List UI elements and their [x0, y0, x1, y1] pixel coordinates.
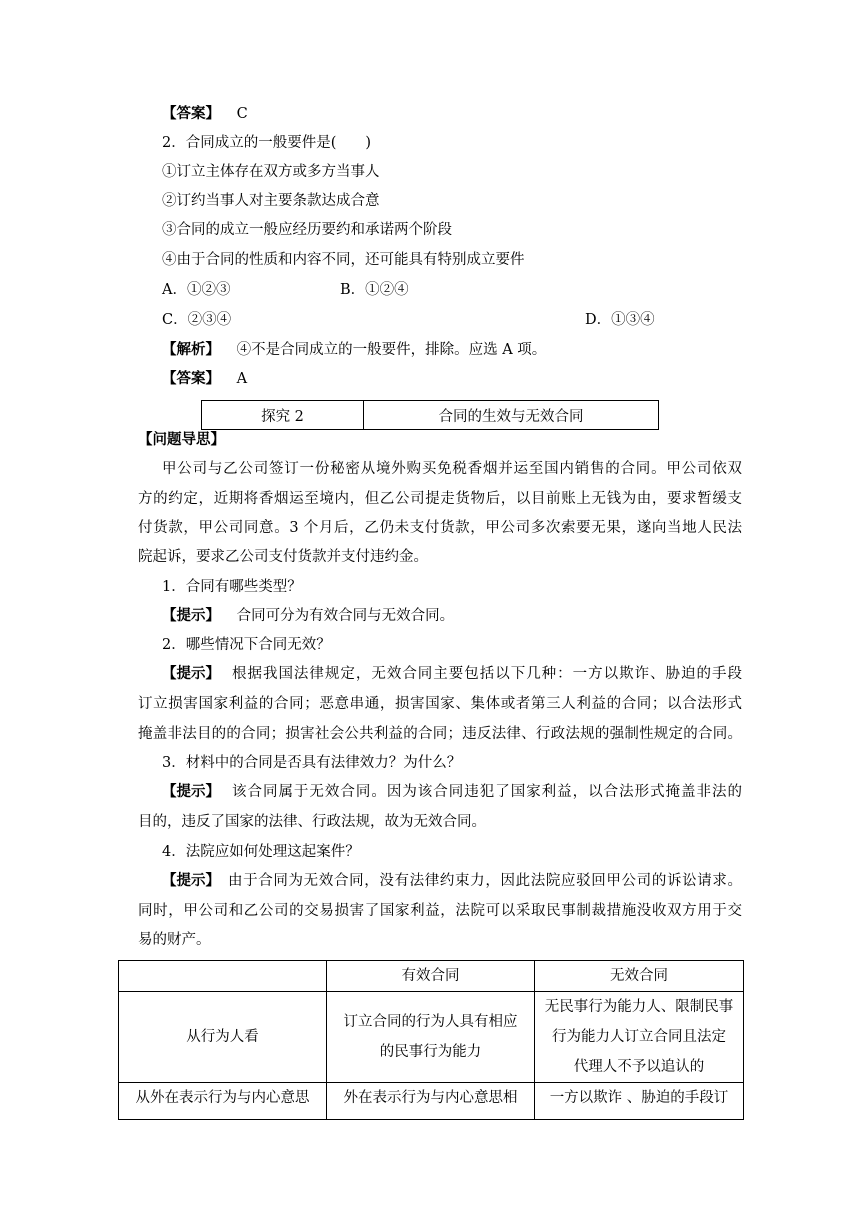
hint-label: 【提示】 — [162, 607, 220, 624]
table-row — [119, 1083, 744, 1120]
option-2: ②订约当事人对主要条款达成合意 — [162, 193, 380, 209]
analysis-label: 【解析】 — [162, 341, 220, 358]
table-header-cell: 无效合同 — [535, 961, 744, 992]
answer-value: C — [236, 106, 248, 122]
comparison-table — [118, 960, 744, 1120]
sub-question-2: 2．哪些情况下合同无效？ — [162, 637, 331, 653]
answer-line-2 — [162, 369, 247, 389]
guide-heading: 【问题导思】 — [138, 431, 225, 448]
choice-b: B．①②④ — [340, 282, 409, 298]
case-line: 院起诉，要求乙公司支付货款并支付违约金。 — [138, 549, 428, 565]
hint-text: 易的财产。 — [138, 932, 211, 948]
hint-text: 同时，甲公司和乙公司的交易损害了国家利益，法院可以采取民事制裁措施没收双方用于交 — [138, 903, 742, 919]
cell-line: 一方以欺诈 、胁迫的手段订 — [549, 1090, 729, 1106]
explore-table — [201, 400, 659, 430]
hint-text: 订立损害国家利益的合同；恶意串通，损害国家、集体或者第三人利益的合同；以合法形式 — [138, 696, 742, 712]
choice-d: D．①③④ — [585, 312, 655, 328]
cell-line: 无民事行为能力人、限制民事 — [544, 999, 734, 1015]
answer-label: 【答案】 — [162, 105, 220, 122]
option-1: ①订立主体存在双方或多方当事人 — [162, 164, 380, 180]
table-header-row — [119, 961, 744, 992]
cell-line: 的民事行为能力 — [379, 1044, 482, 1060]
cell-line: 外在表示行为与内心意思相 — [343, 1090, 518, 1106]
table-cell-valid — [327, 1083, 535, 1120]
question-2: 2．合同成立的一般要件是( ) — [162, 135, 372, 151]
hint-label: 【提示】 — [162, 665, 220, 682]
explore-title: 合同的生效与无效合同 — [438, 408, 584, 425]
choice-c: C．②③④ — [162, 312, 232, 328]
hint-text: 目的，违反了国家的法律、行政法规，故为无效合同。 — [138, 814, 486, 830]
case-line: 方的约定，近期将香烟运至境内，但乙公司提走货物后，以目前账上无钱为由，要求暂缓支 — [138, 491, 742, 507]
hint-text: 该合同属于无效合同。因为该合同违犯了国家利益，以合法形式掩盖非法的 — [232, 784, 742, 800]
cell-line: 行为能力人订立合同且法定 — [552, 1029, 726, 1045]
table-header-cell — [119, 961, 327, 992]
answer-value: A — [236, 371, 248, 387]
table-cell-valid — [327, 992, 535, 1083]
answer-label: 【答案】 — [162, 370, 220, 387]
cell-line: 订立合同的行为人具有相应 — [343, 1014, 518, 1030]
table-header-cell: 有效合同 — [327, 961, 535, 992]
hint-label: 【提示】 — [162, 783, 220, 800]
hint-text: 掩盖非法目的的合同；损害社会公共利益的合同；违反法律、行政法规的强制性规定的合同。 — [138, 726, 742, 742]
sub-question-1: 1．合同有哪些类型？ — [162, 579, 302, 595]
hint-text: 根据我国法律规定，无效合同主要包括以下几种：一方以欺诈、胁迫的手段 — [232, 666, 742, 682]
table-cell-invalid — [535, 992, 744, 1083]
sub-question-4: 4．法院应如何处理这起案件？ — [162, 844, 360, 860]
analysis-text: ④不是合同成立的一般要件，排除。应选 A 项。 — [236, 342, 547, 358]
hint-label: 【提示】 — [162, 872, 220, 889]
answer-line-1 — [162, 104, 248, 124]
hint-text: 由于合同为无效合同，没有法律约束力，因此法院应驳回甲公司的诉讼请求。 — [228, 873, 742, 889]
choice-a: A．①②③ — [162, 282, 231, 298]
case-line: 甲公司与乙公司签订一份秘密从境外购买免税香烟并运至国内销售的合同。甲公司依双 — [162, 461, 742, 477]
hint-text: 合同可分为有效合同与无效合同。 — [236, 608, 455, 624]
table-cell-aspect: 从外在表示行为与内心意思 — [119, 1083, 327, 1120]
option-4: ④由于合同的性质和内容不同，还可能具有特别成立要件 — [162, 252, 525, 268]
hint-4 — [162, 871, 742, 891]
hint-2 — [162, 664, 742, 684]
option-3: ③合同的成立一般应经历要约和承诺两个阶段 — [162, 222, 452, 238]
explore-number: 探究 2 — [202, 401, 364, 429]
case-line: 付货款，甲公司同意。3 个月后，乙仍未支付货款，甲公司多次索要无果，遂向当地人民法 — [138, 520, 742, 536]
analysis-line — [162, 340, 546, 360]
table-row — [119, 992, 744, 1083]
hint-3 — [162, 782, 742, 802]
table-cell-aspect: 从行为人看 — [119, 992, 327, 1083]
cell-line: 代理人不予以追认的 — [573, 1059, 705, 1075]
sub-question-3: 3．材料中的合同是否具有法律效力？为什么？ — [162, 755, 462, 771]
hint-1 — [162, 606, 454, 626]
table-cell-invalid — [535, 1083, 744, 1120]
